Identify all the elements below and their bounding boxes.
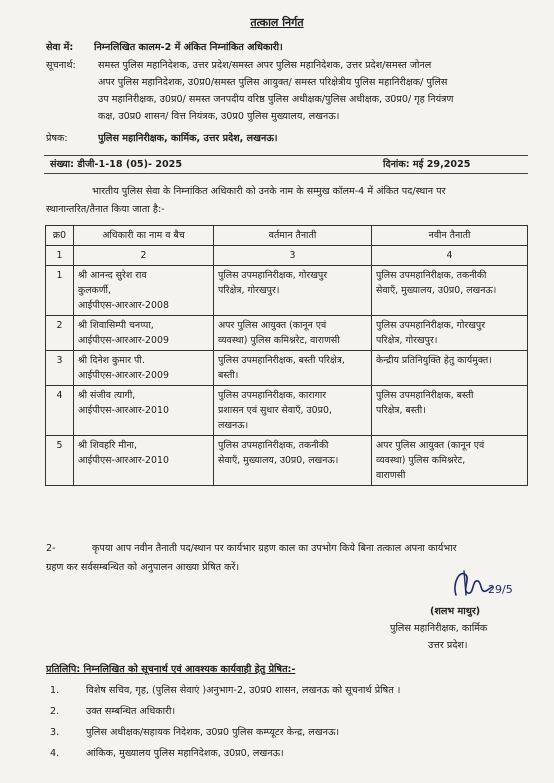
current-line: सेवाएँ, मुख्यालय, उ0प्र0, लखनऊ। bbox=[218, 455, 339, 466]
officer-line: आईपीएस-आरआर-2010 bbox=[78, 455, 169, 466]
new-line: सेवाएँ, मुख्यालय, उ0प्र0, लखनऊ। bbox=[376, 285, 497, 296]
table-row bbox=[46, 386, 528, 436]
colnum-4: 4 bbox=[372, 246, 528, 266]
suchnarth-label: सूचनार्थ: bbox=[46, 60, 76, 71]
row-officer bbox=[74, 436, 214, 486]
table-colnum-row bbox=[46, 246, 528, 266]
row-new-posting bbox=[372, 316, 528, 351]
signatory-designation: पुलिस महानिरीक्षक, कार्मिक bbox=[390, 623, 488, 634]
reference-rule-bottom bbox=[44, 173, 528, 174]
header-sno: क्र0 bbox=[46, 226, 74, 246]
copy-item-number: 2. bbox=[50, 706, 60, 717]
officer-line: श्री शिवहरि मीना, bbox=[78, 440, 137, 451]
new-line: पुलिस उपमहानिरीक्षक, गोरखपुर bbox=[376, 320, 486, 331]
intro-line-2: स्थानान्तरित/तैनात किया जाता है:- bbox=[46, 204, 165, 215]
copy-item-number: 1. bbox=[50, 685, 60, 696]
document-title: तत्काल निर्गत bbox=[250, 16, 304, 29]
table-row bbox=[46, 436, 528, 486]
officer-line: आईपीएस-आरआर-2010 bbox=[78, 405, 169, 416]
row-officer bbox=[74, 266, 214, 316]
header-new-posting: नवीन तैनाती bbox=[372, 226, 528, 246]
header-officer: अधिकारी का नाम व बैच bbox=[74, 226, 214, 246]
row-current-posting bbox=[214, 266, 372, 316]
officer-line: आईपीएस-आरआर-2009 bbox=[78, 335, 169, 346]
reference-rule-top bbox=[44, 155, 528, 156]
row-new-posting bbox=[372, 436, 528, 486]
suchnarth-line-3: उप महानिरीक्षक, उ0प्र0/ समस्त जनपदीय वरिष्ठ पुलिस अधीक्षक/पुलिस अधीक्षक, उ0प्र0/ गृह नियंत्रण bbox=[98, 94, 454, 105]
row-officer bbox=[74, 316, 214, 351]
current-line: बस्ती। bbox=[218, 370, 239, 381]
new-line: व्यवस्था) पुलिस कमिश्नरेट, bbox=[376, 455, 466, 466]
new-line: वाराणसी bbox=[376, 470, 406, 481]
table-row bbox=[46, 351, 528, 386]
table-header-row bbox=[46, 226, 528, 246]
officer-line: श्री शिवासिम्पी चनप्पा, bbox=[78, 320, 154, 331]
reference-number: संख्या: डीजी-1-18 (05)- 2025 bbox=[50, 159, 183, 170]
signatory-name: (शलभ माथुर) bbox=[430, 606, 481, 617]
row-current-posting bbox=[214, 316, 372, 351]
seva-label: सेवा में: bbox=[46, 42, 74, 53]
officer-line: श्री दिनेश कुमार पी. bbox=[78, 355, 145, 366]
new-line: अपर पुलिस आयुक्त (कानून एवं bbox=[376, 440, 485, 451]
current-line: लखनऊ। bbox=[218, 420, 249, 431]
current-line: पुलिस उपमहानिरीक्षक, बस्ती परिक्षेत्र, bbox=[218, 355, 345, 366]
officer-line: आईपीएस-आरआर-2008 bbox=[78, 300, 169, 311]
colnum-1: 1 bbox=[46, 246, 74, 266]
copy-to-heading: प्रतिलिपि: निम्नलिखित को सूचनार्थ एवं आवश्यक कार्यवाही हेतु प्रेषित:- bbox=[46, 664, 296, 675]
header-current-posting: वर्तमान तैनाती bbox=[214, 226, 372, 246]
new-line: केन्द्रीय प्रतिनियुक्ति हेतु कार्यमुक्त। bbox=[376, 355, 492, 366]
row-current-posting bbox=[214, 386, 372, 436]
officer-line: आईपीएस-आरआर-2009 bbox=[78, 370, 169, 381]
row-sno: 1 bbox=[46, 266, 74, 316]
suchnarth-line-2: अपर पुलिस महानिदेशक, उ0प्र0/समस्त पुलिस आयुक्त/ समस्त परिक्षेत्रीय पुलिस महानिरीक्षक/ पुलिस bbox=[98, 77, 448, 88]
current-line: अपर पुलिस आयुक्त (कानून एवं bbox=[218, 320, 327, 331]
row-new-posting bbox=[372, 351, 528, 386]
copy-item-text: विशेष सचिव, गृह, (पुलिस सेवाएं )अनुभाग-2, उ0प्र0 शासन, लखनऊ को सूचनार्थ प्रेषित । bbox=[86, 685, 401, 696]
preshak-label: प्रेषक: bbox=[46, 133, 68, 144]
current-line: पुलिस उपमहानिरीक्षक, गोरखपुर bbox=[218, 270, 328, 281]
transfer-table bbox=[45, 225, 528, 486]
officer-line: श्री संजीव त्यागी, bbox=[78, 390, 136, 401]
new-line: परिक्षेत्र, बस्ती। bbox=[376, 405, 426, 416]
copy-item-number: 4. bbox=[50, 748, 60, 759]
preshak-text: पुलिस महानिरीक्षक, कार्मिक, उत्तर प्रदेश, लखनऊ। bbox=[98, 133, 278, 144]
row-officer bbox=[74, 351, 214, 386]
officer-line: श्री आनन्द सुरेश राव bbox=[78, 270, 147, 281]
row-sno: 3 bbox=[46, 351, 74, 386]
current-line: परिक्षेत्र, गोरखपुर। bbox=[218, 285, 280, 296]
intro-line-1: भारतीय पुलिस सेवा के निम्नांकित अधिकारी को उनके नाम के सम्मुख कॉलम-4 में अंकित पद/स्थान पर bbox=[92, 186, 446, 197]
row-officer bbox=[74, 386, 214, 436]
signatory-state: उत्तर प्रदेश। bbox=[428, 640, 468, 651]
current-line: पुलिस उपमहानिरीक्षक, कारागार bbox=[218, 390, 327, 401]
current-line: व्यवस्था) पुलिस कमिश्नरेट, वाराणसी bbox=[218, 335, 340, 346]
row-new-posting bbox=[372, 266, 528, 316]
current-line: प्रशासन एवं सुधार सेवाएँ, उ0प्र0, bbox=[218, 405, 332, 416]
seva-text: निम्नलिखित कालम-2 में अंकित निम्नांकित अधिकारी। bbox=[94, 42, 283, 53]
officer-line: कुलकर्णी, bbox=[78, 285, 111, 296]
colnum-3: 3 bbox=[214, 246, 372, 266]
row-sno: 5 bbox=[46, 436, 74, 486]
row-current-posting bbox=[214, 436, 372, 486]
row-sno: 2 bbox=[46, 316, 74, 351]
new-line: पुलिस उपमहानिरीक्षक, तकनीकी bbox=[376, 270, 487, 281]
row-sno: 4 bbox=[46, 386, 74, 436]
instruction-number: 2- bbox=[46, 543, 56, 554]
copy-item-text: पुलिस अधीक्षक/सहायक निदेशक, उ0प्र0 पुलिस कम्प्यूटर केन्द्र, लखनऊ। bbox=[86, 727, 340, 738]
row-new-posting bbox=[372, 386, 528, 436]
current-line: पुलिस उपमहानिरीक्षक, तकनीकी bbox=[218, 440, 329, 451]
suchnarth-line-1: समस्त पुलिस महानिदेशक, उत्तर प्रदेश/समस्त अपर पुलिस महानिदेशक, उत्तर प्रदेश/समस्त जोनल bbox=[98, 60, 432, 71]
reference-date: दिनांक: मई 29,2025 bbox=[383, 159, 471, 170]
table-row bbox=[46, 316, 528, 351]
copy-item-number: 3. bbox=[50, 727, 60, 738]
new-line: पुलिस उपमहानिरीक्षक, बस्ती bbox=[376, 390, 474, 401]
row-current-posting bbox=[214, 351, 372, 386]
instruction-line-2: ग्रहण कर सर्वसम्बन्धित को अनुपालन आख्या प्रेषित करें। bbox=[46, 562, 240, 573]
new-line: परिक्षेत्र, गोरखपुर। bbox=[376, 335, 438, 346]
table-row bbox=[46, 266, 528, 316]
signature-date: 29/5 bbox=[488, 583, 513, 596]
suchnarth-line-4: कक्ष, उ0प्र0 शासन/ वित्त नियंत्रक, उ0प्र0 पुलिस मुख्यालय, लखनऊ। bbox=[98, 111, 340, 122]
colnum-2: 2 bbox=[74, 246, 214, 266]
copy-item-text: उक्त सम्बन्धित अधिकारी। bbox=[86, 706, 176, 717]
instruction-line-1: कृपया आप नवीन तैनाती पद/स्थान पर कार्यभार ग्रहण काल का उपभोग किये बिना तत्काल अपना कार्यभार bbox=[92, 543, 457, 554]
copy-item-text: आंकिक, मुख्यालय पुलिस महानिदेशक, उ0प्र0, लखनऊ। bbox=[86, 748, 284, 759]
